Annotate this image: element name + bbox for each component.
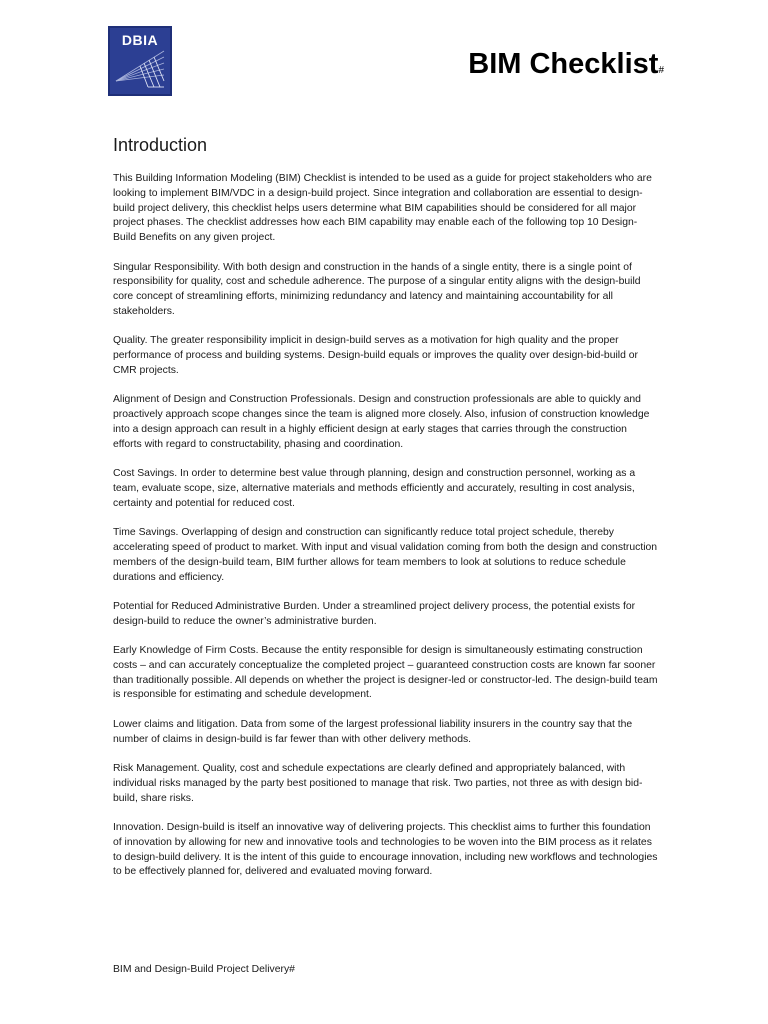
benefit-text: Quality, cost and schedule expectations are clearly defined and appropriately balanced, with individual risks managed by the party best positioned to manage that risk. Two parties, not three as with design bid-build, share risks. bbox=[113, 763, 643, 804]
footer-text: BIM and Design-Build Project Delivery bbox=[113, 964, 290, 975]
dbia-logo bbox=[108, 26, 172, 96]
benefit-text: The greater responsibility implicit in design-build serves as a motivation for high quality and the proper performance of process and building systems. Design-build equals or improves the quality over design-bid-build or CMR projects. bbox=[113, 335, 638, 376]
benefit-term: Cost Savings. bbox=[113, 468, 178, 480]
benefit-term: Alignment of Design and Construction Professionals. bbox=[113, 394, 356, 406]
footer-mark: # bbox=[289, 964, 295, 975]
benefit-paragraph bbox=[113, 393, 658, 452]
benefit-text: Data from some of the largest professional liability insurers in the country say that the number of claims in design-build is far fewer than with other delivery methods. bbox=[113, 718, 633, 745]
benefit-text: Because the entity responsible for design is simultaneously estimating construction costs – and can accurately conceptualize the completed project – guaranteed construction costs are known far sooner than traditionally possible. All depends on whether the project is designer-led or constructor-led. The design-build team is responsible for estimating and schedule development. bbox=[113, 645, 658, 701]
benefit-paragraph bbox=[113, 821, 658, 880]
benefit-term: Potential for Reduced Administrative Burden. bbox=[113, 600, 320, 612]
benefit-paragraph bbox=[113, 718, 658, 748]
benefit-paragraph bbox=[113, 762, 658, 806]
benefit-paragraph bbox=[113, 526, 658, 585]
benefit-term: Risk Management. bbox=[113, 763, 200, 775]
benefit-text: Design and construction professionals are able to quickly and proactively approach scope changes since the team is aligned more closely. Also, infusion of construction knowledge into a design approach can result in a highly efficient design at early stages that carries through the construction efforts with regard to constructability, phasing and coordination. bbox=[113, 394, 650, 450]
intro-paragraph: This Building Information Modeling (BIM) Checklist is intended to be used as a guide for project stakeholders who are looking to implement BIM/VDC in a design-build project. Since integration and collaboration are essential to design-build project delivery, this checklist helps users determine what BIM capabilities should be considered for all major project phases. The checklist addresses how each BIM capability may enable each of the following top 10 Design-Build Benefits on any given project. bbox=[113, 173, 652, 244]
section-heading-introduction: Introduction bbox=[113, 135, 208, 155]
benefit-term: Time Savings. bbox=[113, 527, 179, 539]
benefit-term: Quality. bbox=[113, 335, 148, 347]
benefit-text: In order to determine best value through planning, design and construction personnel, working as a team, evaluate scope, size, alternative materials and methods efficiently and accurately, resulting in cost analysis, certainty and potential for reduced cost. bbox=[113, 468, 636, 509]
dbia-logo-icon bbox=[114, 49, 166, 89]
benefit-text: Overlapping of design and construction can significantly reduce total project schedule, thereby accelerating speed of product to market. With input and visual validation coming from both the design and construction members of the design-build team, BIM further allows for team members to look at solutions to reduce schedule durations and efficiency. bbox=[113, 527, 658, 583]
benefit-term: Singular Responsibility. bbox=[113, 261, 221, 273]
page-footer bbox=[113, 964, 295, 975]
benefit-text: With both design and construction in the hands of a single entity, there is a single point of responsibility for quality, cost and schedule adherence. The purpose of a singular entity aligns with the design-build core concept of streamlining efforts, minimizing redundancy and latency and maintaining accountability for all stakeholders. bbox=[113, 261, 641, 317]
benefit-paragraph bbox=[113, 467, 658, 511]
document-body bbox=[113, 172, 658, 895]
benefit-paragraph bbox=[113, 334, 658, 378]
benefit-term: Early Knowledge of Firm Costs. bbox=[113, 645, 259, 657]
benefit-paragraph bbox=[113, 644, 658, 703]
benefit-text: Design-build is itself an innovative way of delivering projects. This checklist aims to further this foundation of innovation by allowing for new and innovative tools and technologies to be woven into the BIM process as it relates to design-build delivery. It is the intent of this guide to encourage innovation, including new workflows and technologies to be effectively planned for, delivered and evaluated moving forward. bbox=[113, 822, 658, 878]
benefit-term: Innovation. bbox=[113, 822, 164, 834]
document-title-mark: # bbox=[658, 65, 664, 76]
benefit-term: Lower claims and litigation. bbox=[113, 718, 238, 730]
benefit-text: Under a streamlined project delivery process, the potential exists for design-build to reduce the owner’s administrative burden. bbox=[113, 600, 636, 627]
document-title bbox=[468, 48, 664, 81]
benefits-list bbox=[113, 261, 658, 881]
benefit-paragraph bbox=[113, 600, 658, 630]
document-title-text: BIM Checklist bbox=[468, 48, 659, 80]
benefit-paragraph bbox=[113, 261, 658, 320]
logo-text: DBIA bbox=[121, 32, 159, 48]
